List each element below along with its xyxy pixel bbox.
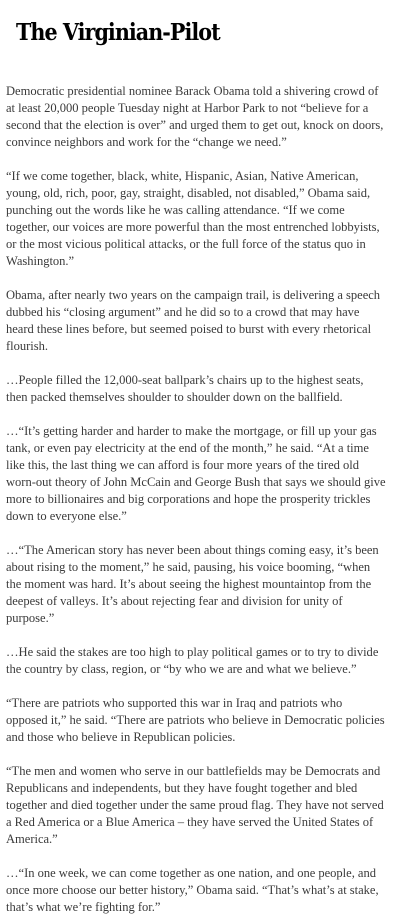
article-paragraph: Democratic presidential nominee Barack Obama told a shivering crowd of at least 20,000 people Tuesday night at Harbor Park to not “believe for a second that the election is over” and urged them to get out, knock on doors, convince neighbors and work for the “change we need.” [6,84,384,149]
article-paragraph: …“The American story has never been about things coming easy, it’s been about rising to the moment,” he said, pausing, his voice booming, “when the moment was hard. It’s about seeing the highest mountaintop from the deepest of valleys. It’s about rejecting fear and division for unity of purpose.” [6,543,379,625]
article-paragraph: “There are patriots who supported this war in Iraq and patriots who opposed it,” he said. “There are patriots who believe in Democratic policies and those who believe in Republican policies. [6,696,385,744]
article-paragraph: …“It’s getting harder and harder to make the mortgage, or fill up your gas tank, or even pay electricity at the end of the month,” he said. “At a time like this, the last thing we can afford is four more years of the tired old worn-out theory of John McCain and George Bush that says we should give more to billionaires and big corporations and hope the prosperity trickles down to everyone else.” [6,424,386,523]
masthead-logo: The Virginian-Pilot [16,18,220,46]
article-paragraph: …People filled the 12,000-seat ballpark’s chairs up to the highest seats, then packed themselves shoulder to shoulder down on the ballfield. [6,373,364,404]
article-paragraph: “The men and women who serve in our battlefields may be Democrats and Republicans and independents, but they have fought together and bled together and died together under the same proud flag. They have not served a Red America or a Blue America – they have served the United States of America.” [6,764,384,846]
article-paragraph: …“In one week, we can come together as one nation, and one people, and once more choose our better history,” Obama said. “That’s what’s at stake, that’s what we’re fighting for.” [6,866,379,914]
article-paragraph: …He said the stakes are too high to play political games or to try to divide the country by class, region, or “by who we are and what we believe.” [6,645,379,676]
article-body [6,83,386,916]
article-paragraph: Obama, after nearly two years on the campaign trail, is delivering a speech dubbed his “closing argument” and he did so to a crowd that may have heard these lines before, but seemed poised to burst with every rhetorical flourish. [6,288,381,353]
article-paragraph: “If we come together, black, white, Hispanic, Asian, Native American, young, old, rich, poor, gay, straight, disabled, not disabled,” Obama said, punching out the words like he was calling attendance. “If we come together, our voices are more powerful than the most entrenched lobbyists, or the most vicious political attacks, or the full force of the status quo in Washington.” [6,169,380,268]
